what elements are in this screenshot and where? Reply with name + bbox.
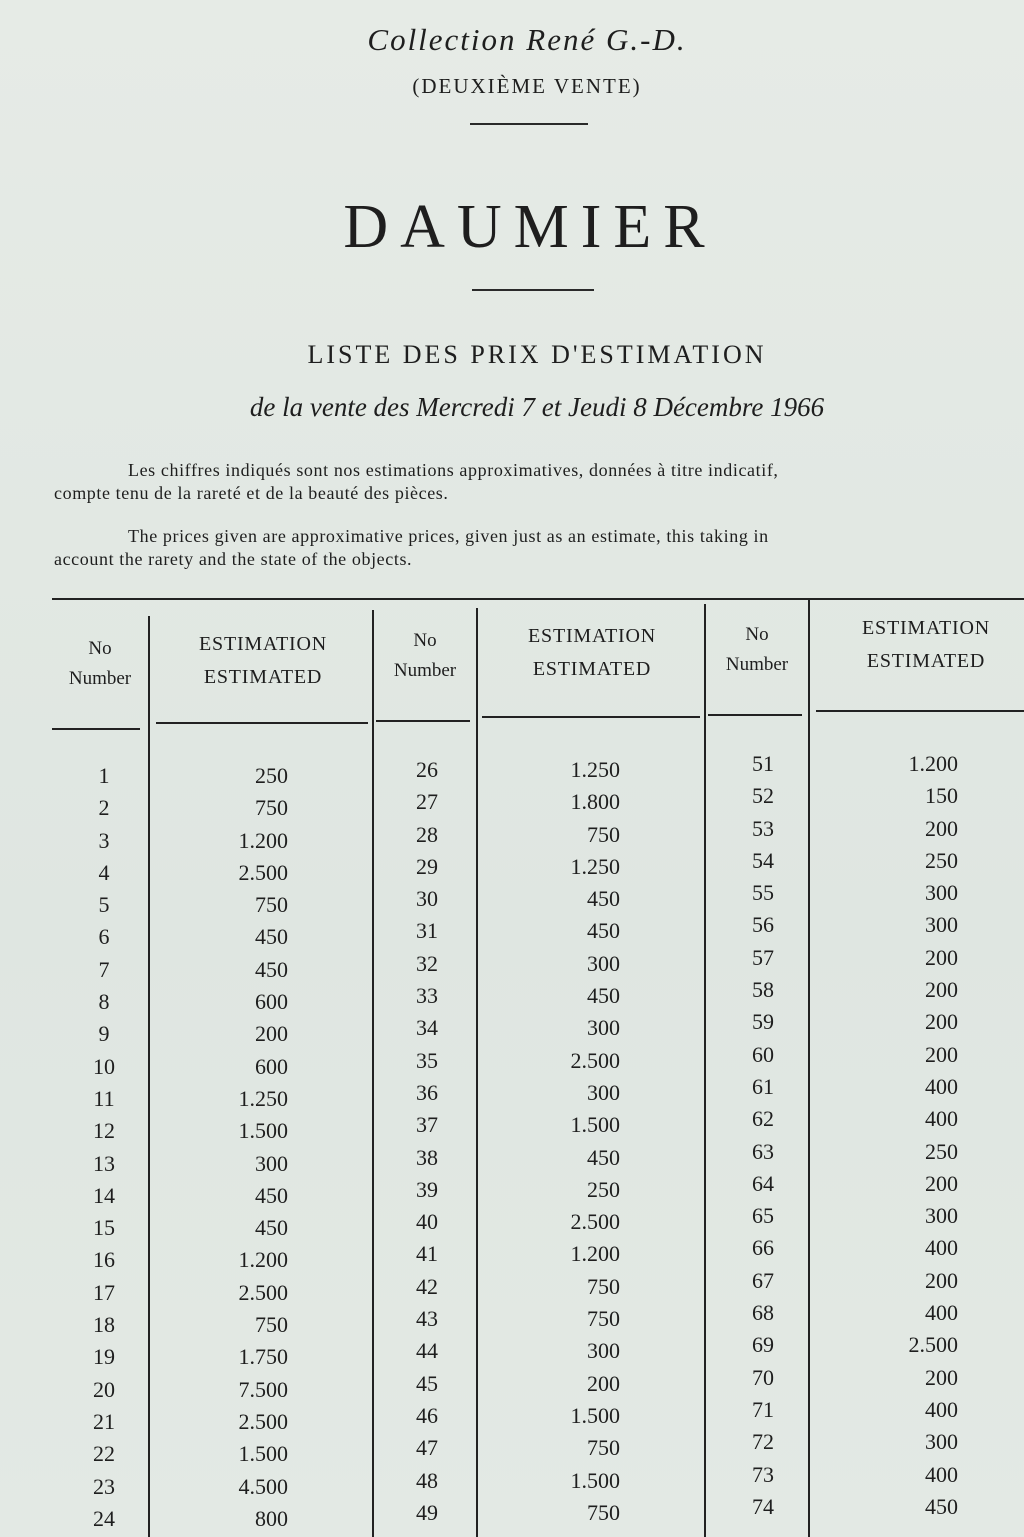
lot-estimate: 400 [925,1106,958,1132]
table-top-rule [52,598,1024,600]
note-french-line1: Les chiffres indiqués sont nos estimations approximatives, données à titre indicatif, [128,460,779,480]
header-estimate-2 [496,620,688,686]
lot-estimate: 2.500 [238,1408,288,1434]
divider-middle [472,289,594,291]
header-number-label: Number [725,654,789,675]
lot-estimate: 200 [925,1170,958,1196]
lot-number: 54 [752,847,774,873]
lot-estimate: 2.500 [238,859,288,885]
lot-estimate: 1.250 [238,1085,288,1111]
lot-estimate: 2.500 [570,1209,620,1235]
lot-estimate: 1.200 [238,827,288,853]
header-number-3 [706,620,808,680]
lot-estimate: 200 [925,977,958,1003]
lot-estimate: 1.500 [570,1467,620,1493]
header-estimation-label: ESTIMATION [528,625,656,647]
lot-number: 47 [416,1435,438,1461]
lot-number: 49 [416,1499,438,1525]
lot-number: 12 [93,1118,115,1144]
lot-estimate: 400 [925,1235,958,1261]
lot-number: 9 [98,1021,110,1047]
number-column-1 [72,760,136,1535]
lot-number: 39 [416,1176,438,1202]
lot-number: 4 [98,859,110,885]
lot-number: 41 [416,1241,438,1267]
column-rule-1 [148,616,150,1537]
lot-number: 52 [752,783,774,809]
lot-number: 69 [752,1332,774,1358]
lot-estimate: 150 [925,783,958,809]
lot-estimate: 750 [587,1306,620,1332]
lot-estimate: 400 [925,1461,958,1487]
lot-estimate: 200 [925,1009,958,1035]
lot-number: 72 [752,1429,774,1455]
lot-number: 44 [416,1338,438,1364]
header-number-1 [52,634,148,694]
lot-estimate: 750 [255,795,288,821]
lot-number: 5 [98,892,110,918]
lot-estimate: 1.500 [238,1441,288,1467]
number-column-2 [394,754,460,1529]
header-rule-2 [156,722,368,724]
lot-estimate: 1.500 [570,1402,620,1428]
lot-estimate: 4.500 [238,1473,288,1499]
lot-number: 51 [752,751,774,776]
lot-number: 16 [93,1247,115,1273]
lot-estimate: 450 [255,1215,288,1241]
lot-number: 53 [752,815,774,841]
lot-estimate: 1.250 [570,853,620,879]
estimate-column-3 [880,748,958,1523]
lot-number: 14 [93,1182,115,1208]
lot-number: 60 [752,1041,774,1067]
header-estimation-label: ESTIMATION [862,617,990,639]
estimate-column-1 [212,760,288,1535]
number-column-3 [730,748,796,1523]
lot-number: 3 [98,827,110,853]
header-number-label: Number [393,660,457,681]
note-french-line2: compte tenu de la rareté et de la beauté des pièces. [54,483,449,503]
lot-estimate: 300 [587,950,620,976]
lot-number: 2 [98,795,110,821]
lot-estimate: 300 [925,880,958,906]
lot-number: 6 [98,924,110,950]
lot-estimate: 200 [925,815,958,841]
lot-number: 35 [416,1047,438,1073]
collection-title: Collection René G.-D. [367,22,687,57]
list-heading: LISTE DES PRIX D'ESTIMATION [307,340,767,369]
note-english [54,525,1024,571]
estimate-column-2 [538,754,620,1529]
lot-estimate: 450 [255,956,288,982]
lot-number: 68 [752,1300,774,1326]
lot-number: 66 [752,1235,774,1261]
lot-estimate: 450 [587,983,620,1009]
lot-number: 8 [98,989,110,1015]
lot-estimate: 300 [587,1015,620,1041]
header-estimate-3 [830,612,1022,678]
lot-number: 10 [93,1053,115,1079]
lot-estimate: 1.500 [570,1112,620,1138]
lot-number: 71 [752,1396,774,1422]
column-rule-4 [704,604,706,1537]
lot-number: 45 [416,1370,438,1396]
lot-estimate: 450 [587,886,620,912]
lot-number: 31 [416,918,438,944]
lot-estimate: 750 [587,1435,620,1461]
lot-estimate: 800 [255,1505,288,1531]
lot-estimate: 200 [587,1370,620,1396]
header-rule-6 [816,710,1024,712]
lot-number: 11 [93,1085,115,1111]
lot-number: 38 [416,1144,438,1170]
lot-number: 22 [93,1441,115,1467]
lot-estimate: 300 [925,1429,958,1455]
lot-number: 23 [93,1473,115,1499]
column-rule-2 [372,610,374,1537]
artist-title: DAUMIER [343,193,717,261]
lot-estimate: 600 [255,1053,288,1079]
lot-number: 34 [416,1015,438,1041]
lot-estimate: 1.800 [570,789,620,815]
lot-number: 7 [98,956,110,982]
lot-estimate: 450 [925,1493,958,1519]
header-number-label: Number [68,668,132,689]
lot-number: 48 [416,1467,438,1493]
lot-number: 26 [416,757,438,782]
lot-number: 59 [752,1009,774,1035]
note-english-line2: account the rarety and the state of the objects. [54,549,413,569]
lot-estimate: 400 [925,1300,958,1326]
note-french [54,459,1024,505]
lot-estimate: 300 [925,1203,958,1229]
divider-top [470,123,588,125]
sale-subtitle: (DEUXIÈME VENTE) [412,74,642,98]
lot-number: 43 [416,1306,438,1332]
header-estimation-label: ESTIMATION [199,633,327,655]
lot-number: 46 [416,1402,438,1428]
lot-estimate: 450 [255,924,288,950]
header-rule-3 [376,720,470,722]
lot-number: 70 [752,1364,774,1390]
header-number-2 [374,626,476,686]
header-rule-5 [708,714,802,716]
lot-estimate: 200 [925,1364,958,1390]
lot-number: 17 [93,1279,115,1305]
lot-number: 15 [93,1215,115,1241]
lot-number: 56 [752,912,774,938]
lot-estimate: 1.200 [238,1247,288,1273]
lot-number: 1 [98,763,110,788]
column-rule-3 [476,608,478,1537]
lot-number: 64 [752,1170,774,1196]
lot-estimate: 300 [587,1338,620,1364]
lot-estimate: 450 [587,918,620,944]
lot-number: 21 [93,1408,115,1434]
lot-number: 37 [416,1112,438,1138]
lot-estimate: 250 [255,763,288,788]
column-rule-5 [808,600,810,1537]
header-estimate-1 [168,628,358,694]
lot-number: 33 [416,983,438,1009]
lot-estimate: 1.200 [908,751,958,776]
lot-estimate: 250 [925,847,958,873]
lot-estimate: 400 [925,1073,958,1099]
header-estimated-label: ESTIMATED [203,666,323,688]
lot-estimate: 300 [255,1150,288,1176]
lot-estimate: 750 [255,892,288,918]
lot-estimate: 200 [925,1267,958,1293]
header-estimated-label: ESTIMATED [532,658,652,680]
lot-number: 28 [416,821,438,847]
lot-number: 74 [752,1493,774,1519]
lot-number: 62 [752,1106,774,1132]
sale-date-line: de la vente des Mercredi 7 et Jeudi 8 Décembre 1966 [249,392,825,422]
lot-number: 73 [752,1461,774,1487]
lot-estimate: 750 [587,1499,620,1525]
lot-estimate: 7.500 [238,1376,288,1402]
lot-estimate: 750 [587,1273,620,1299]
lot-estimate: 250 [587,1176,620,1202]
lot-number: 30 [416,886,438,912]
note-english-line1: The prices given are approximative prices, given just as an estimate, this taking in [128,526,769,546]
lot-estimate: 2.500 [908,1332,958,1358]
lot-estimate: 600 [255,989,288,1015]
lot-estimate: 750 [255,1312,288,1338]
lot-estimate: 1.200 [570,1241,620,1267]
lot-estimate: 250 [925,1138,958,1164]
lot-estimate: 300 [587,1079,620,1105]
lot-number: 18 [93,1312,115,1338]
lot-estimate: 2.500 [238,1279,288,1305]
lot-estimate: 300 [925,912,958,938]
lot-number: 27 [416,789,438,815]
lot-number: 20 [93,1376,115,1402]
lot-number: 55 [752,880,774,906]
header-no-label: No [745,624,769,645]
lot-number: 32 [416,950,438,976]
lot-number: 29 [416,853,438,879]
lot-estimate: 750 [587,821,620,847]
lot-number: 13 [93,1150,115,1176]
lot-estimate: 400 [925,1396,958,1422]
lot-estimate: 1.250 [570,757,620,782]
lot-number: 65 [752,1203,774,1229]
lot-number: 42 [416,1273,438,1299]
header-no-label: No [88,638,112,659]
lot-number: 58 [752,977,774,1003]
lot-number: 67 [752,1267,774,1293]
header-rule-4 [482,716,700,718]
lot-estimate: 1.750 [238,1344,288,1370]
lot-number: 36 [416,1079,438,1105]
lot-estimate: 200 [925,1041,958,1067]
lot-number: 40 [416,1209,438,1235]
header-estimated-label: ESTIMATED [866,650,986,672]
estimate-table [52,598,1024,1537]
lot-estimate: 200 [925,944,958,970]
lot-number: 61 [752,1073,774,1099]
lot-number: 63 [752,1138,774,1164]
header-no-label: No [413,630,437,651]
header-rule-1 [52,728,140,730]
lot-estimate: 1.500 [238,1118,288,1144]
lot-estimate: 200 [255,1021,288,1047]
lot-number: 57 [752,944,774,970]
lot-estimate: 2.500 [570,1047,620,1073]
lot-number: 19 [93,1344,115,1370]
lot-estimate: 450 [255,1182,288,1208]
lot-number: 24 [93,1505,115,1531]
lot-estimate: 450 [587,1144,620,1170]
